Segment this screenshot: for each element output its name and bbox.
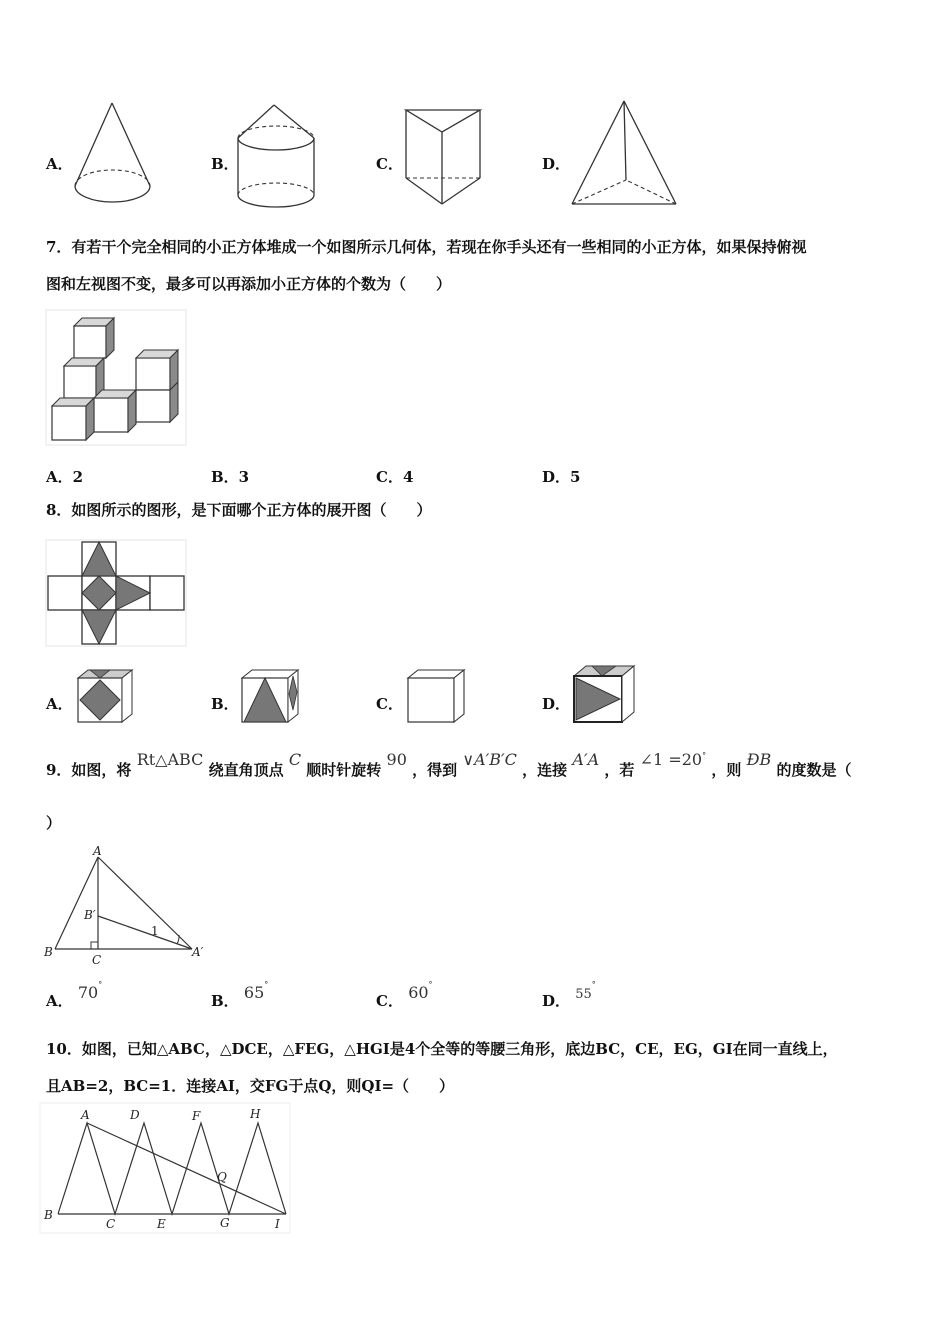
q9-option-c-letter: C． [376,992,403,1010]
q9-vertex-math: C [288,750,302,769]
q9-option-c-value: 60 [408,983,429,1002]
q9-label-angle-1: 1 [151,924,159,938]
q9-option-d-degree: ° [591,980,596,989]
q9-image-triangle-math: ∨A′B′C [462,750,517,769]
q9-option-b-letter: B． [211,992,239,1010]
q9-text-prefix: 9．如图，将 [46,761,132,779]
q8-option-c-cube-figure [406,668,468,728]
q8-cube-net-figure [46,540,186,646]
q8-option-a-label: A． [46,695,73,713]
q10-label-c: C [106,1217,116,1231]
q9-label-c: C [92,953,102,967]
q9-option-c [376,980,433,1011]
q6-option-a-label: A． [46,155,73,173]
q9-triangle-math: Rt△ABC [136,750,204,769]
q10-label-g: G [220,1216,230,1230]
q9-label-a: A [93,844,102,858]
q10-label-e: E [157,1217,166,1231]
q9-option-b-degree: ° [264,980,269,989]
q6-option-c-prism-figure [402,106,487,211]
q9-text-part3: 顺时针旋转 [306,761,382,779]
q10-label-b: B [44,1208,53,1222]
q6-option-c-label: C． [376,155,403,173]
q10-triangles-figure [40,1103,290,1233]
q8-option-b-label: B． [211,695,239,713]
q9-text-part6: ，若 [604,761,635,779]
q8-option-a-cube-figure [76,668,136,728]
q10-label-f: F [192,1109,201,1123]
q6-option-d-pyramid-figure [568,98,680,210]
q6-option-b-label: B． [211,155,239,173]
q8-text: 8．如图所示的图形，是下面哪个正方体的展开图（ ） [46,501,432,519]
q7-option-b: B．3 [211,468,250,486]
q9-option-c-degree: ° [428,980,433,989]
q9-option-a [46,980,103,1011]
q10-text-line-2: 且AB=2，BC=1．连接AI，交FG于点Q，则QI=（ ） [46,1077,455,1095]
q7-option-d: D．5 [542,468,581,486]
q9-text-part8: 的度数是（ [776,761,852,779]
q9-label-a-prime: A′ [192,945,204,959]
q9-text-part5: ，连接 [522,761,568,779]
q9-text-part4: ，得到 [412,761,458,779]
q10-label-d: D [130,1108,140,1122]
q9-text-part2: 绕直角顶点 [208,761,284,779]
q7-option-a: A．2 [46,468,84,486]
q10-label-q: Q [217,1170,227,1184]
q9-label-b-prime: B′ [84,908,96,922]
q9-option-d [542,980,596,1011]
q9-option-a-value: 70 [77,983,99,1002]
q9-given-math: ∠1 =20 [639,750,703,769]
q9-option-b [211,980,269,1011]
q9-label-b: B [44,945,53,959]
q6-option-b-cylinder-cone-figure [234,100,324,212]
q7-text-line-1: 7．有若干个完全相同的小正方体堆成一个如图所示几何体，若现在你手头还有一些相同的小正方体，如果保持俯视 [46,238,807,256]
q7-option-c: C．4 [376,468,414,486]
q9-option-d-letter: D． [542,992,571,1010]
q9-text-close: ） [46,814,62,832]
q9-given-degree: ° [702,751,707,760]
q9-option-b-value: 65 [243,983,265,1002]
q8-option-c-label: C． [376,695,403,713]
q8-option-d-label: D． [542,695,571,713]
q9-text-line-1 [46,750,852,780]
q7-cube-stack-figure [46,310,186,445]
q6-option-a-cone-figure [70,100,160,210]
q9-triangle-figure [40,843,210,968]
q9-target-math: ÐB [746,750,772,769]
q8-option-b-cube-figure [240,668,302,728]
q9-option-a-letter: A． [46,992,73,1010]
q6-option-d-label: D． [542,155,571,173]
q10-text-line-1: 10．如图，已知△ABC，△DCE，△FEG，△HGI是4个全等的等腰三角形，底边BC，CE，EG，GI在同一直线上， [46,1040,838,1058]
q9-angle-math: 90 [386,750,407,769]
q10-label-i: I [275,1217,280,1231]
q8-option-d-cube-figure [572,664,638,726]
q9-segment-math: A′A [572,750,600,769]
q9-option-a-degree: ° [98,980,103,989]
q9-option-d-value: 55 [575,987,592,1002]
q10-label-a: A [81,1108,90,1122]
q7-text-line-2: 图和左视图不变，最多可以再添加小正方体的个数为（ ） [46,275,452,293]
q10-label-h: H [250,1107,261,1121]
q9-text-part7: ，则 [711,761,742,779]
